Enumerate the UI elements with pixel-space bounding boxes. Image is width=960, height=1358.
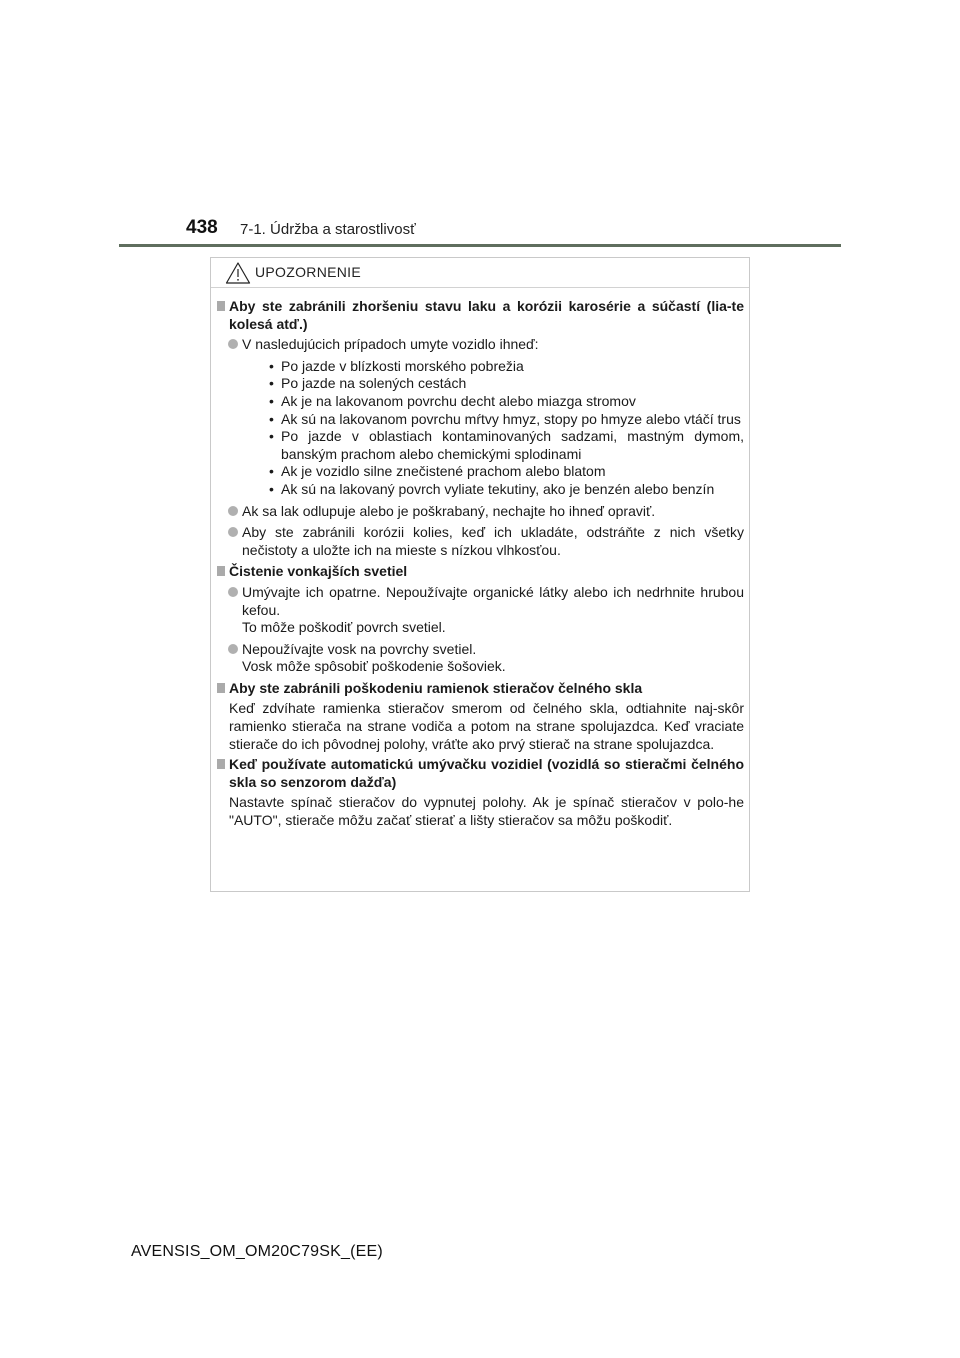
heading-text: Čistenie vonkajších svetiel [229,563,408,580]
section-heading [217,756,744,791]
sub-item-text: Po jazde v oblastiach kontaminovaných sadzami, mastným dymom, banským prachom alebo chemickými splodinami [281,428,744,462]
sub-item-text: Po jazde v blízkosti morského pobrežia [281,357,524,374]
sub-list-item: • Po jazde v blízkosti morského pobrežia [269,357,524,374]
bullet-line: Nepoužívajte vosk na povrchy svetiel. [242,640,477,657]
sub-item-text: Ak je vozidlo silne znečistené prachom alebo blatom [281,463,606,480]
page-number: 438 [186,217,218,238]
warning-header [211,258,749,288]
warning-triangle-icon [225,261,251,285]
warning-content [217,298,744,833]
heading-text: Aby ste zabránili poškodeniu ramienok stieračov čelného skla [229,679,643,696]
bullet-item [217,336,744,498]
sub-list [242,358,744,499]
heading-text: Aby ste zabránili zhoršeniu stavu laku a korózii karosérie a súčastí (lia-te kolesá atď.) [229,298,744,332]
bullet-item [217,524,744,559]
sub-item-text: Po jazde na solených cestách [281,375,467,392]
round-bullet-icon [228,644,238,654]
sub-item-text: Ak je na lakovanom povrchu decht alebo miazga stromov [281,392,636,409]
square-bullet-icon [217,301,225,311]
sub-list-item: • Ak sú na lakovanom povrchu mŕtvy hmyz, stopy po hmyze alebo vtáčí trus [269,410,741,427]
bullet-item [217,584,744,637]
warning-title: UPOZORNENIE [255,264,361,280]
section-heading [217,563,744,581]
sub-list-item: • Ak je na lakovanom povrchu decht alebo miazga stromov [269,392,636,409]
document-code: AVENSIS_OM_OM20C79SK_(EE) [131,1243,383,1260]
bullet-line: Vosk môže spôsobiť poškodenie šošoviek. [242,658,506,675]
paragraph: Nastavte spínač stieračov do vypnutej polohy. Ak je spínač stieračov v polo-he "AUTO", stierače môžu začať stierať a lišty stieračov sa môžu poškodiť. [229,794,744,829]
bullet-text: Aby ste zabránili korózii kolies, keď ich ukladáte, odstráňte z nich všetky nečistoty a uložte ich na mieste s nízkou vlhkosťou. [242,524,744,558]
bullet-item [217,641,744,676]
bullet-text: Ak sa lak odlupuje alebo je poškrabaný, nechajte ho ihneď opraviť. [242,502,656,519]
warning-box [210,257,750,892]
square-bullet-icon [217,566,225,576]
header-rule [119,244,841,247]
heading-text: Keď používate automatickú umývačku vozidiel (vozidlá so stieračmi čelného skla so senzorom dažďa) [229,756,744,790]
paragraph: Keď zdvíhate ramienka stieračov smerom od čelného skla, odtiahnite naj-skôr ramienko stierača na strane vodiča a potom na strane spolujazdca. Keď vraciate stierače do ich pôvodnej polohy, vráťte ako prvý stierač na strane spolujazdca. [229,700,744,752]
bullet-item [217,503,744,521]
bullet-line: Umývajte ich opatrne. Nepoužívajte organické látky alebo ich nedrhnite hrubou kefou. [242,583,744,618]
sub-item-text: Ak sú na lakovaný povrch vyliate tekutiny, ako je benzén alebo benzín [281,480,715,497]
sub-list-item: • Ak je vozidlo silne znečistené prachom alebo blatom [269,463,606,480]
section-heading [217,298,744,333]
bullet-text: V nasledujúcich prípadoch umyte vozidlo ihneď: [242,336,539,353]
round-bullet-icon [228,587,238,597]
sub-list-item: • Ak sú na lakovaný povrch vyliate tekutiny, ako je benzén alebo benzín [269,480,715,497]
sub-item-text: Ak sú na lakovanom povrchu mŕtvy hmyz, stopy po hmyze alebo vtáčí trus [281,410,741,427]
round-bullet-icon [228,506,238,516]
bullet-line: To môže poškodiť povrch svetiel. [242,619,446,636]
sub-list-item: • Po jazde na solených cestách [269,375,467,392]
square-bullet-icon [217,683,225,693]
square-bullet-icon [217,759,225,769]
section-title: 7-1. Údržba a starostlivosť [240,221,416,238]
round-bullet-icon [228,339,238,349]
section-heading [217,680,744,698]
sub-list-item: • Po jazde v oblastiach kontaminovaných sadzami, mastným dymom, banským prachom alebo chemickými splodinami [269,428,744,462]
round-bullet-icon [228,527,238,537]
